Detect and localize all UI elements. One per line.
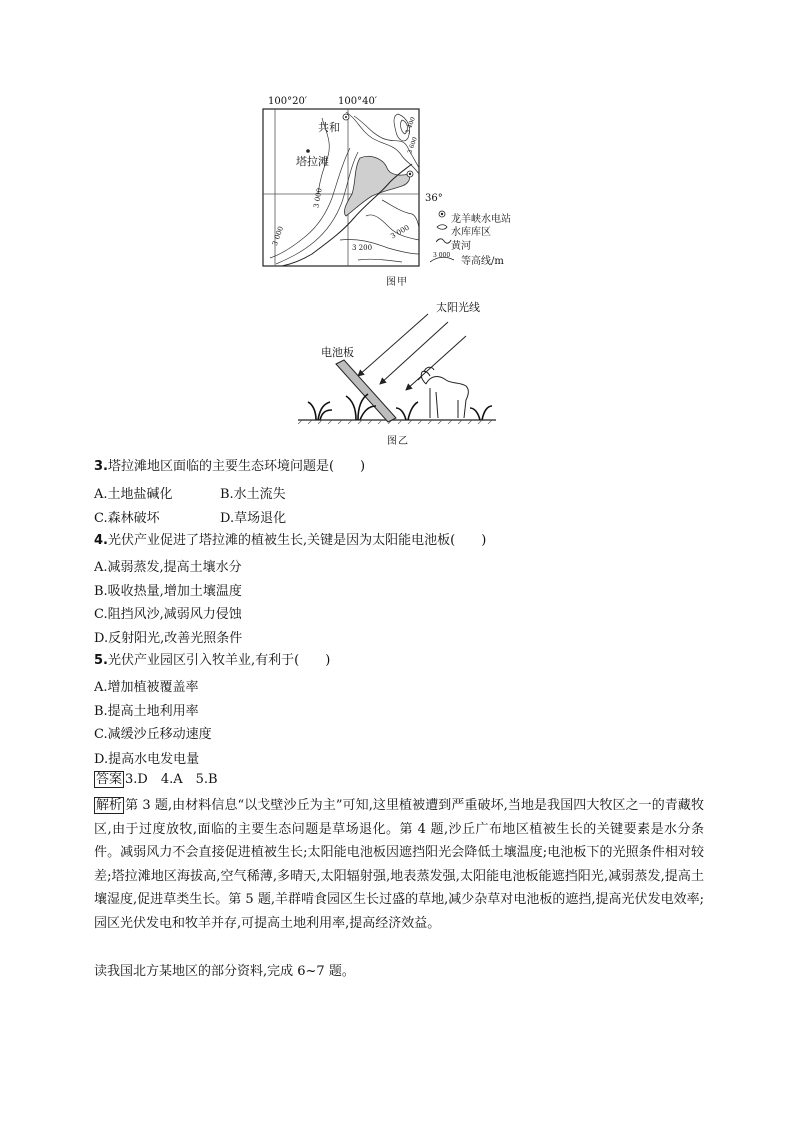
question-3-option-c: C.森林破坏 <box>94 511 160 526</box>
caption-yi: 图乙 <box>387 436 409 447</box>
contour-label-3400: 3 400 <box>404 116 417 135</box>
analysis-text: 第 3 题,由材料信息“以戈壁沙丘为主”可知,这里植被遭到严重破坏,当地是我国四大牧区之一的青藏牧区,由于过度放牧,面临的主要生态问题是草场退化。第 4 题,沙丘广布地区植被生长的关键要素是水分条件。减弱风力不会直接促进植被生长;太阳能电池板因遮挡阳光会降低土壤温度;电池板下的光照条件相对较差;塔拉滩地区海拔高,空气稀薄,多晴天,太阳辐射强,地表蒸发强,太阳能电池板能遮挡阳光,减弱蒸发,提高土壤湿度,促进草类生长。第 5 题,羊群啃食园区生长过盛的草地,减少杂草对电池板的遮挡,提高光伏发电效率;园区光伏发电和牧羊并存,可提高土地利用率,提高经济效益。 <box>94 798 704 931</box>
answer-text: 3.D 4.A 5.B <box>125 772 218 787</box>
question-3-option-b: B.水土流失 <box>220 487 286 502</box>
question-3-option-a: A.土地盐碱化 <box>94 487 173 502</box>
question-4-option-a: A.减弱蒸发,提高土壤水分 <box>94 560 242 575</box>
question-4-option-d: D.反射阳光,改善光照条件 <box>94 631 243 646</box>
question-3-stem <box>94 458 365 476</box>
place-talatan: 塔拉滩 <box>296 155 329 168</box>
question-5-option-d: D.提高水电发电量 <box>94 752 200 767</box>
legend-label-contour: 等高线/m <box>461 256 504 267</box>
question-3-option-d: D.草场退化 <box>220 511 287 526</box>
legend-label-dam: 龙羊峡水电站 <box>451 214 511 225</box>
contour-label-3000-a: 3 000 <box>312 187 324 209</box>
question-5-stem <box>94 652 330 670</box>
answer-line <box>94 771 218 789</box>
latitude-label: 36° <box>425 193 443 204</box>
contour-label-3200: 3 200 <box>352 244 373 252</box>
dam-dot-icon <box>439 211 445 217</box>
question-5-option-a: A.增加植被覆盖率 <box>94 680 199 695</box>
analysis-tag: 解析 <box>96 798 123 813</box>
legend-contour-sample: 3 000 <box>433 252 451 259</box>
goat-icon <box>418 367 468 418</box>
sun-ray-2 <box>380 322 448 384</box>
legend-label-river: 黄河 <box>451 241 471 252</box>
legend-label-reservoir: 水库库区 <box>451 227 491 238</box>
place-gonghe: 共和 <box>318 121 340 134</box>
question-4-number: 4. <box>94 533 108 548</box>
question-4-option-c: C.阻挡风沙,减弱风力侵蚀 <box>94 607 242 622</box>
question-3-number: 3. <box>94 459 108 474</box>
question-4-text: 光伏产业促进了塔拉滩的植被生长,关键是因为太阳能电池板( ) <box>107 533 487 548</box>
solar-panel-figure-yi <box>296 296 506 430</box>
panel-label: 电池板 <box>321 346 354 359</box>
contour-label-3600: 3 600 <box>406 136 419 155</box>
reservoir-icon <box>437 225 447 230</box>
longitude-label-left: 100°20′ <box>268 96 308 107</box>
question-5-option-c: C.减缓沙丘移动速度 <box>94 727 212 742</box>
sun-ray-3 <box>406 336 466 390</box>
question-3-text: 塔拉滩地区面临的主要生态环境问题是( ) <box>107 459 366 474</box>
river-icon <box>436 239 451 243</box>
caption-jia: 图甲 <box>386 277 408 288</box>
next-questions-intro: 读我国北方某地区的部分资料,完成 6~7 题。 <box>94 964 355 979</box>
contour-label-3000-b: 3 000 <box>270 225 286 247</box>
sun-ray-1 <box>358 314 428 376</box>
contour-label-3000-c: 3 000 <box>389 223 411 241</box>
question-5-number: 5. <box>94 653 108 668</box>
question-4-option-b: B.吸收热量,增加土壤温度 <box>94 584 242 599</box>
answer-tag: 答案 <box>96 772 123 787</box>
analysis-paragraph <box>94 794 704 935</box>
question-5-option-b: B.提高土地利用率 <box>94 704 199 719</box>
question-5-text: 光伏产业园区引入牧羊业,有利于( ) <box>107 653 331 668</box>
question-4-stem <box>94 532 486 550</box>
sunlight-label: 太阳光线 <box>436 301 480 314</box>
longitude-label-right: 100°40′ <box>338 96 378 107</box>
